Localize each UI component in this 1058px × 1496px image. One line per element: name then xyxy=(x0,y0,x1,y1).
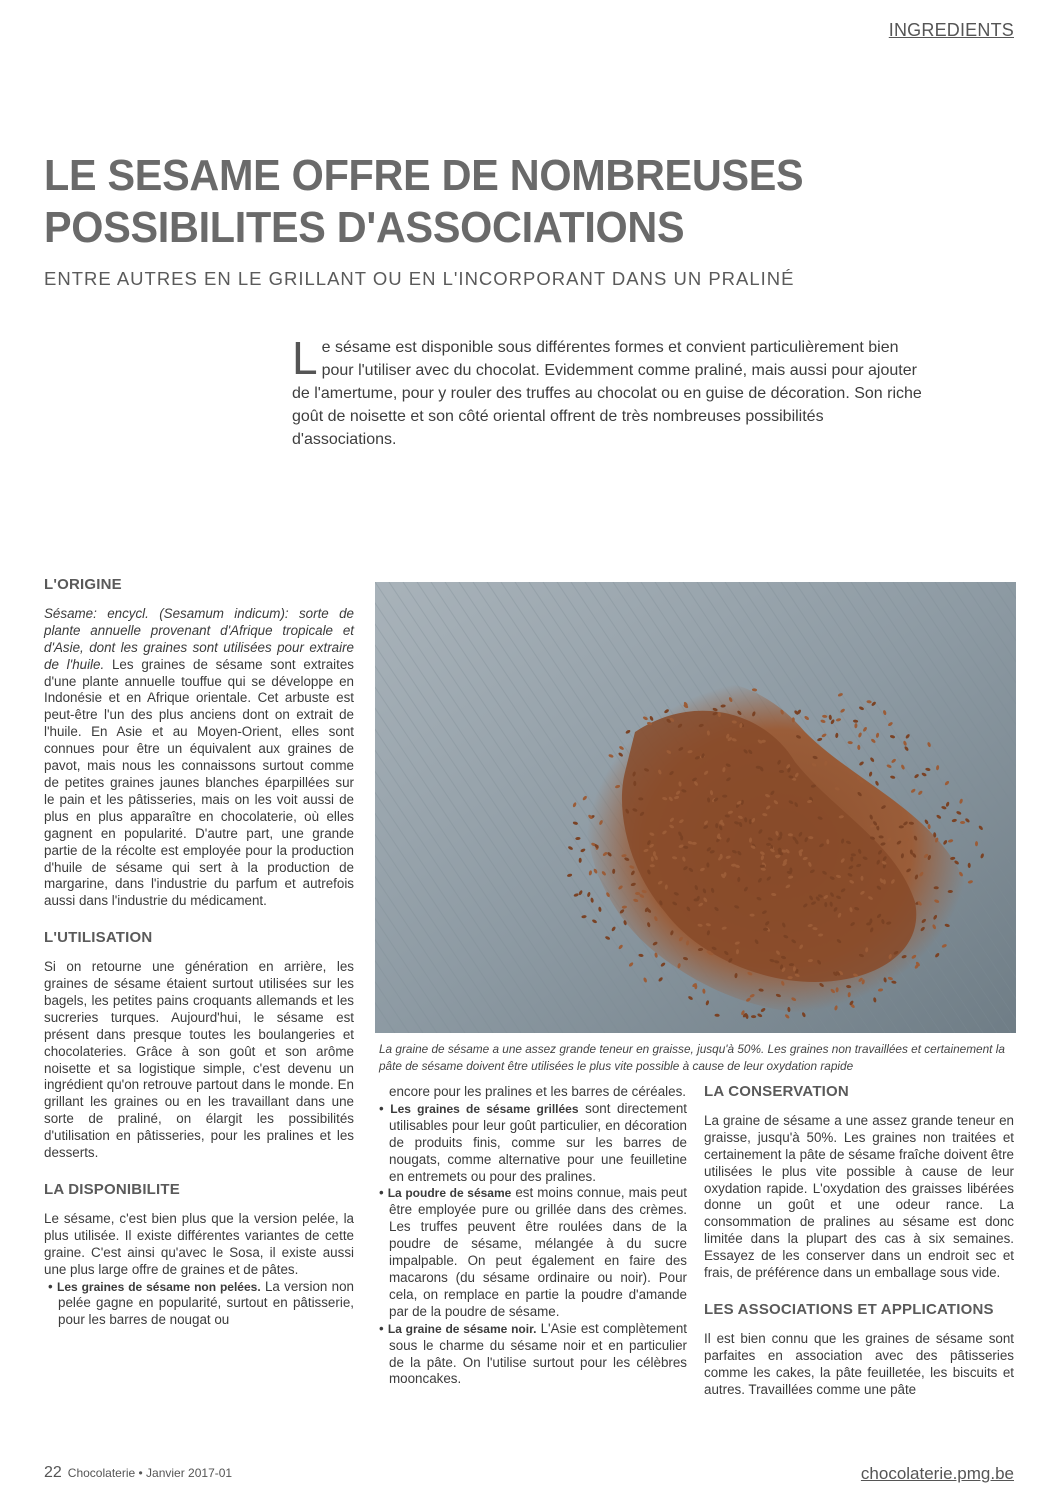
subtitle: ENTRE AUTRES EN LE GRILLANT OU EN L'INCORPORANT DANS UN PRALINÉ xyxy=(44,268,795,289)
page-title xyxy=(44,150,946,254)
bullet-noir-text: L'Asie est complètement sous le charme du sésame noir et en particulier de la pâte. On l'utilise surtout pour les célèbres mooncakes. xyxy=(389,1320,687,1387)
utilisation-body: Si on retourne une génération en arrière, les graines de sésame étaient surtout utilisées sur les bagels, les petites pains croquants allemands et les sucreries turques. Aujourd'hui, le sésame est présent dans presque toutes les boulangeries et chocolateries. Grâce à son goût et son arôme noisette et sa logistique simple, c'est devenu un ingrédient qu'on retrouve partout dans le monde. En grillant les graines ou en les travaillant dans une sorte de praliné, on élargit les possibilités d'utilisation en pâtisseries, pour les pralines et les desserts. xyxy=(44,959,354,1161)
sesame-photo xyxy=(375,582,1016,1033)
photo-caption: La graine de sésame a une assez grande teneur en graisse, jusqu'à 50%. Les graines non travaillées et certainement la pâte de sésame doivent être utilisées le plus vite possible à cause de leur oxydation rapide xyxy=(379,1042,1005,1073)
conservation-body: La graine de sésame a une assez grande teneur en graisse, jusqu'à 50%. Les graines non traitées et certainement la pâte de sésame fraîche doivent être utilisées le plus vite possible à cause de leur oxydation rapide. L'oxydation des graisses libérées donne un goût et une odeur rance. La consommation de pralines au sésame est donc limitée dans la plupart des cas à six semaines. Essayez de les conserver dans un endroit sec et frais, de préférence dans un emballage sous vide. xyxy=(704,1112,1014,1281)
origine-paragraph xyxy=(44,606,354,910)
lead-text: e sésame est disponible sous différentes formes et convient particulièrement bien pour l'utiliser avec du chocolat. Evidemment comme praliné, mais aussi pour ajouter de l'amertume, pour y rouler des truffes au chocolat ou en guise de décoration. Son riche goût de noisette et son côté oriental offrent de très nombreuses possibilités d'associations. xyxy=(292,339,922,448)
sesame-seed xyxy=(792,717,795,722)
bullet-grillees-title: Les graines de sésame grillées xyxy=(390,1101,579,1116)
website-link[interactable]: chocolaterie.pmg.be xyxy=(860,1464,1014,1483)
bullet-non-pelees-title: Les graines de sésame non pelées. xyxy=(57,1279,261,1294)
lead-paragraph xyxy=(292,332,932,451)
bullet-poudre: • La poudre de sésame est moins connue, mais peut être employée pure ou grillée dans des crèmes. Les truffes peuvent être roulées dans de la poudre de sésame, mélangée à du sucre impalpable. On peut également en faire des macarons (du sésame ordinaire ou noir). Pour cela, on remplace en partie la poudre d'amande par de la poudre de sésame. xyxy=(379,1185,687,1319)
heading-disponibilite: LA DISPONIBILITE xyxy=(44,1181,180,1198)
section-label: INGREDIENTS xyxy=(888,20,1014,40)
sesame-seed xyxy=(788,976,793,979)
heading-origine: L'ORIGINE xyxy=(44,576,122,593)
middle-column xyxy=(375,1084,687,1388)
heading-utilisation: L'UTILISATION xyxy=(44,929,153,947)
bullet-poudre-text: est moins connue, mais peut être employée pure ou grillée dans des crèmes. Les truffes peuvent être roulées dans de la poudre de sésame, mélangée à du sucre impalpable. On peut également en faire des macarons (du sésame ordinaire ou noir). Pour cela, on remplace en partie la poudre d'amande par de la poudre de sésame. xyxy=(389,1185,687,1319)
bullet-grillees-text: sont directement utilisables pour leur goût particulier, en décoration de produits finis, comme sur les barres de nougats, comme alternative pour une feuilletine en entremets ou pour des pralines. xyxy=(389,1100,687,1184)
bullet-non-pelees: • Les graines de sésame non pelées. La version non pelée gagne en popularité, surtout en pâtisserie, pour les barres de nougat ou xyxy=(48,1278,354,1328)
issue-info: Chocolaterie • Janvier 2017-01 xyxy=(67,1466,233,1480)
bullet-noir-title: La graine de sésame noir. xyxy=(387,1321,537,1336)
sesame-seed xyxy=(749,819,752,824)
bullet-non-pelees-text: La version non pelée gagne en popularité, surtout en pâtisserie, pour les barres de nougat ou xyxy=(58,1278,354,1328)
disponibilite-body: Le sésame, c'est bien plus que la version pelée, la plus utilisée. Il existe différentes variantes de cette graine. C'est ainsi qu'avec le Sosa, il existe aussi une plus large offre de graines et de pâtes. xyxy=(44,1210,354,1277)
title-line-1: LE SESAME OFFRE DE NOMBREUSES xyxy=(44,151,804,200)
origine-body: Les graines de sésame sont extraites d'une plante annuelle touffue qui se développe en Indonésie et en Afrique orientale. Cet arbuste est peut-être l'un des plus anciens dont on extrait de l'huile. En Asie et au Moyen-Orient, elles sont connues pour être un équivalent aux graines de pavot, mais nous les connaissons surtout comme de petites graines jaunes blanches éparpillées sur le pain et les pâtisseries, mais on les voit aussi de plus en plus apparaître en chocolaterie, où elles gagnent en popularité. D'autre part, une grande partie de la récolte est employée pour la production d'huile de sésame qui sert à la production de margarine, dans l'industrie du parfum et autrefois aussi dans l'industrie du médicament. xyxy=(44,656,354,909)
bullet-noir: • La graine de sésame noir. L'Asie est complètement sous le charme du sésame noir et en particulier de la pâte. On l'utilise surtout pour les célèbres mooncakes. xyxy=(379,1320,687,1387)
associations-body: Il est bien connu que les graines de sésame sont parfaites en association avec des pâtisseries comme les cakes, la pâte feuilletée, les biscuits et autres. Travaillées comme une pâte xyxy=(704,1330,1014,1397)
bullet-poudre-title: La poudre de sésame xyxy=(387,1186,512,1201)
bullet-non-pelees-continued: encore pour les pralines et les barres de céréales. xyxy=(389,1084,686,1099)
sesame-seed xyxy=(850,856,853,861)
heading-associations: LES ASSOCIATIONS ET APPLICATIONS xyxy=(704,1300,994,1318)
bullet-grillees: • Les graines de sésame grillées sont directement utilisables pour leur goût particulier, en décoration de produits finis, comme sur les barres de nougats, comme alternative pour une feuilletine en entremets ou pour des pralines. xyxy=(379,1100,687,1184)
title-line-2: POSSIBILITES D'ASSOCIATIONS xyxy=(44,203,685,252)
footer-issue xyxy=(44,1464,232,1482)
heading-conservation: LA CONSERVATION xyxy=(704,1083,849,1100)
origine-definition: Sésame: encycl. (Sesamum indicum): sorte de plante annuelle provenant d'Afrique tropicale et d'Asie, dont les graines sont utilisées pour extraire de l'huile. xyxy=(44,605,354,672)
drop-cap: L xyxy=(292,332,318,384)
sesame-seed xyxy=(960,821,965,824)
page-number: 22 xyxy=(44,1464,62,1481)
left-column xyxy=(44,577,354,1329)
right-column xyxy=(704,1084,1014,1399)
